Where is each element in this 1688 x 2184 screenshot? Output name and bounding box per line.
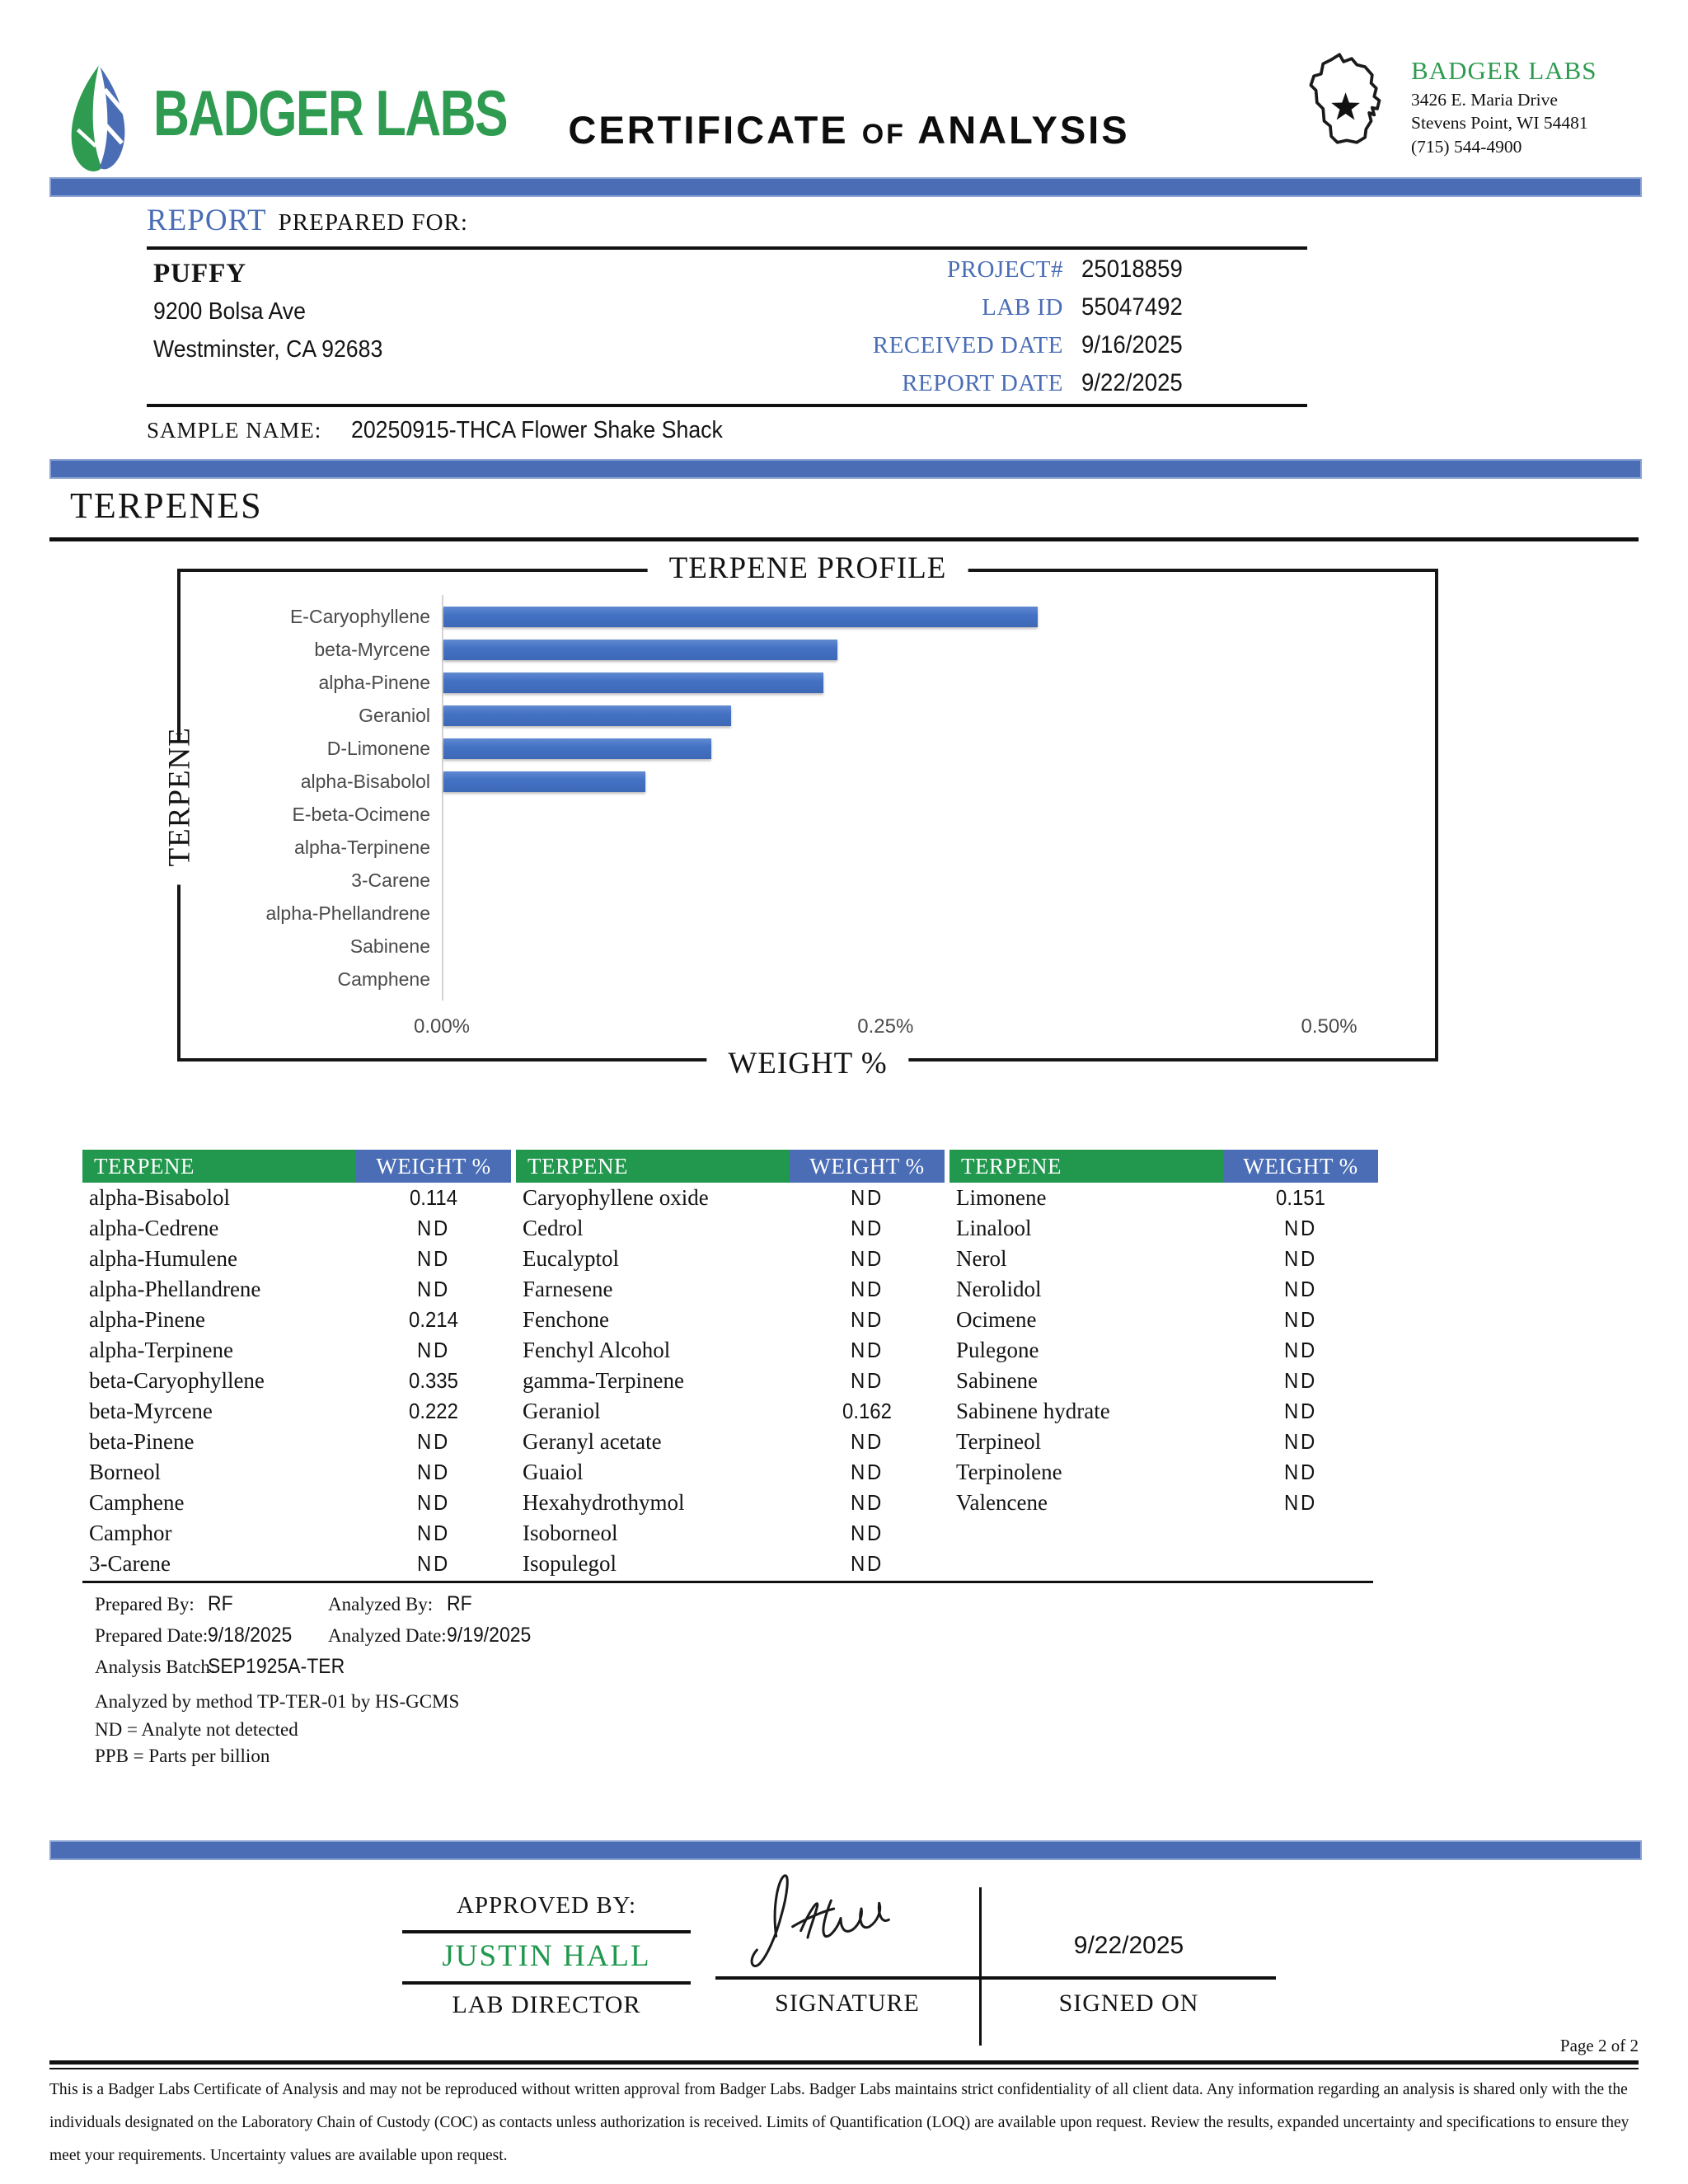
terpenes-section-rule xyxy=(49,537,1639,541)
table-header-weight: WEIGHT % xyxy=(790,1150,945,1183)
chart-bar xyxy=(443,738,711,759)
terpene-name-cell: Caryophyllene oxide xyxy=(523,1185,709,1210)
chart-x-axis-ticks xyxy=(413,1015,1427,1040)
terpene-value-cell: ND xyxy=(850,1460,884,1484)
client-address-line1: 9200 Bolsa Ave xyxy=(153,298,306,325)
terpenes-section-title: TERPENES xyxy=(70,485,263,526)
terpene-value-cell: ND xyxy=(1283,1216,1318,1240)
signature-rule xyxy=(715,1976,1276,1980)
chart-bar-track xyxy=(442,936,1427,957)
terpene-value-cell xyxy=(1230,1549,1372,1579)
chart-row xyxy=(187,633,1427,666)
prepared-date-value: 9/18/2025 xyxy=(208,1624,293,1647)
signature-label: SIGNATURE xyxy=(775,1990,920,2017)
terpene-value-cell: ND xyxy=(416,1551,451,1576)
chart-y-axis-label: TERPENE xyxy=(162,742,198,885)
terpene-value-cell: ND xyxy=(850,1368,884,1393)
approved-by-rule xyxy=(402,1930,691,1933)
chart-bar xyxy=(443,705,731,726)
chart-row xyxy=(187,600,1427,633)
chart-bar-track xyxy=(442,607,1427,627)
chart-row xyxy=(187,831,1427,864)
x-axis-tick-label: 0.00% xyxy=(413,1015,471,1038)
lab-id-label: LAB ID xyxy=(982,293,1063,321)
prepared-date-label: Prepared Date: xyxy=(95,1625,209,1646)
chart-row xyxy=(187,864,1427,897)
analyzed-by-value: RF xyxy=(447,1592,472,1615)
blue-divider-bottom xyxy=(49,1840,1642,1860)
report-heading-word: REPORT xyxy=(147,204,267,237)
terpene-name-cell: Cedrol xyxy=(523,1216,584,1240)
chart-row xyxy=(187,798,1427,831)
terpene-value-cell: ND xyxy=(850,1521,884,1545)
terpene-name-cell: alpha-Pinene xyxy=(89,1307,205,1332)
chart-bar-track xyxy=(442,738,1427,759)
meta-row-lab-id xyxy=(808,288,1319,326)
chart-bar xyxy=(443,607,1038,627)
signature-date-divider xyxy=(979,1887,982,2046)
terpene-name-cell: beta-Caryophyllene xyxy=(89,1368,265,1393)
table-column-group xyxy=(950,1150,1378,1579)
approver-title: LAB DIRECTOR xyxy=(452,1991,641,2018)
terpene-name-cell: alpha-Cedrene xyxy=(89,1216,219,1240)
table-column-group xyxy=(82,1150,511,1579)
approved-by-label: APPROVED BY: xyxy=(456,1892,637,1919)
terpene-name-cell: Isopulegol xyxy=(523,1551,617,1576)
analyzed-by-label: Analyzed By: xyxy=(328,1594,434,1615)
terpene-name-cell: Terpinolene xyxy=(956,1460,1062,1484)
terpene-value-cell xyxy=(1230,1518,1372,1549)
project-number-label: PROJECT# xyxy=(947,255,1063,283)
analysis-batch-label: Analysis Batch: xyxy=(95,1657,216,1677)
sample-name-row xyxy=(147,417,755,444)
meta-row-project xyxy=(808,251,1319,288)
terpene-value-cell: ND xyxy=(850,1185,884,1210)
disclaimer-text: This is a Badger Labs Certificate of Analysis and may not be reproduced without written approval from Badger Labs. Badger Labs maintains strict confidentiality of all client data. Any information regarding an analysis is shared only with the the individuals designated on the Laboratory Chain of Custody (COC) as contacts unless authorization is received. Limits of Quantification (LOQ) are available upon request. Review the results, expanded uncertainty and specifications to ensure they meet your requirements. Uncertainty values are available upon request. xyxy=(49,2081,1629,2164)
terpene-name-cell: Valencene xyxy=(956,1490,1048,1515)
table-column-group xyxy=(516,1150,945,1579)
table-bottom-rule xyxy=(82,1581,1373,1583)
terpene-name-cell: Geraniol xyxy=(523,1399,601,1423)
client-name: PUFFY xyxy=(153,259,247,288)
lab-address-line1: 3426 E. Maria Drive xyxy=(1411,89,1558,110)
chart-category-label: Camphene xyxy=(337,968,430,990)
title-word-of: OF xyxy=(861,119,906,150)
nd-definition-note: ND = Analyte not detected xyxy=(95,1719,298,1740)
terpene-name-cell: Fenchone xyxy=(523,1307,609,1332)
chart-plot-area xyxy=(187,600,1427,996)
lab-phone: (715) 544-4900 xyxy=(1411,136,1522,157)
lab-id-value: 55047492 xyxy=(1081,293,1183,321)
terpene-value-cell: ND xyxy=(850,1490,884,1515)
title-word-certificate: CERTIFICATE xyxy=(568,108,849,152)
page-number: Page 2 of 2 xyxy=(1559,2036,1639,2055)
terpene-value-cell: ND xyxy=(416,1429,451,1454)
chart-category-label: Sabinene xyxy=(349,935,430,957)
terpene-value-cell: 0.335 xyxy=(409,1368,458,1393)
terpene-name-cell: Eucalyptol xyxy=(523,1246,619,1271)
terpene-name-cell: Ocimene xyxy=(956,1307,1037,1332)
terpene-value-cell: ND xyxy=(1283,1460,1318,1484)
terpene-value-cell: ND xyxy=(850,1338,884,1362)
terpene-name-cell: Nerolidol xyxy=(956,1277,1042,1301)
chart-row xyxy=(187,963,1427,996)
terpene-value-cell: ND xyxy=(850,1429,884,1454)
terpene-value-cell: ND xyxy=(416,1216,451,1240)
approver-name-rule xyxy=(402,1981,691,1985)
chart-bar-track xyxy=(442,870,1427,891)
terpene-name-cell: Nerol xyxy=(956,1246,1007,1271)
terpene-name-cell: Borneol xyxy=(89,1460,161,1484)
chart-x-axis-label: WEIGHT % xyxy=(706,1046,908,1081)
terpene-name-cell: 3-Carene xyxy=(89,1551,171,1576)
x-axis-tick-label: 0.50% xyxy=(1301,1015,1357,1038)
terpene-name-cell: Pulegone xyxy=(956,1338,1039,1362)
report-prepared-for-heading xyxy=(147,203,468,238)
lab-name: BADGER LABS xyxy=(1411,56,1597,85)
terpene-name-cell: Limonene xyxy=(956,1185,1047,1210)
terpene-results-table xyxy=(82,1150,1378,1579)
client-block-rule xyxy=(147,404,1307,407)
blue-divider-top xyxy=(49,177,1642,197)
terpene-name-cell: Geranyl acetate xyxy=(523,1429,662,1454)
terpene-value-cell: 0.214 xyxy=(409,1307,458,1332)
report-meta-block xyxy=(808,251,1319,402)
blue-divider-middle xyxy=(49,459,1642,479)
terpene-value-cell: ND xyxy=(416,1338,451,1362)
terpene-value-cell: ND xyxy=(1283,1490,1318,1515)
terpene-value-cell: ND xyxy=(850,1216,884,1240)
terpene-value-cell: 0.222 xyxy=(409,1399,458,1423)
project-number-value: 25018859 xyxy=(1081,255,1183,283)
terpene-name-cell: Hexahydrothymol xyxy=(523,1490,685,1515)
prepared-by-value: RF xyxy=(208,1592,233,1615)
chart-bar-track xyxy=(442,640,1427,660)
terpene-value-cell: ND xyxy=(416,1277,451,1301)
ppb-definition-note: PPB = Parts per billion xyxy=(95,1746,270,1766)
terpene-value-cell: ND xyxy=(416,1460,451,1484)
chart-category-label: 3-Carene xyxy=(351,869,430,891)
terpene-value-cell: ND xyxy=(1283,1277,1318,1301)
chart-row xyxy=(187,930,1427,963)
terpene-value-cell: ND xyxy=(850,1307,884,1332)
chart-row xyxy=(187,666,1427,699)
table-header-weight: WEIGHT % xyxy=(1223,1150,1378,1183)
table-header-terpene: TERPENE xyxy=(950,1150,1223,1183)
chart-bar-track xyxy=(442,804,1427,825)
chart-bar xyxy=(443,673,823,693)
table-header-terpene: TERPENE xyxy=(82,1150,356,1183)
terpene-name-cell: gamma-Terpinene xyxy=(523,1368,685,1393)
terpene-value-cell: ND xyxy=(416,1490,451,1515)
footer-double-rule xyxy=(49,2060,1639,2069)
certificate-of-analysis-title xyxy=(495,107,1203,152)
chart-bar xyxy=(443,771,645,792)
sample-name-value: 20250915-THCA Flower Shake Shack xyxy=(351,417,724,443)
chart-bar-track xyxy=(442,673,1427,693)
terpene-name-cell: alpha-Phellandrene xyxy=(89,1277,261,1301)
terpene-value-cell: ND xyxy=(850,1277,884,1301)
chart-category-label: Geraniol xyxy=(359,704,430,726)
meta-row-report-date xyxy=(808,364,1319,402)
x-axis-tick-label: 0.25% xyxy=(857,1015,914,1038)
chart-bar xyxy=(443,640,837,660)
chart-category-label: E-beta-Ocimene xyxy=(292,803,430,825)
terpene-value-cell: ND xyxy=(1283,1307,1318,1332)
report-date-value: 9/22/2025 xyxy=(1081,369,1183,396)
meta-row-received-date xyxy=(808,326,1319,364)
terpene-name-cell xyxy=(950,1549,1223,1579)
table-header-weight: WEIGHT % xyxy=(356,1150,511,1183)
terpene-value-cell: ND xyxy=(850,1246,884,1271)
terpene-name-cell: Camphene xyxy=(89,1490,185,1515)
terpene-name-cell: Terpineol xyxy=(956,1429,1042,1454)
terpene-value-cell: ND xyxy=(1283,1399,1318,1423)
report-heading-rule xyxy=(147,246,1307,250)
chart-category-label: alpha-Phellandrene xyxy=(265,902,430,924)
terpene-name-cell: alpha-Humulene xyxy=(89,1246,237,1271)
chart-category-label: E-Caryophyllene xyxy=(289,605,430,627)
approver-name: JUSTIN HALL xyxy=(442,1939,651,1973)
terpene-value-cell: ND xyxy=(850,1551,884,1576)
signed-on-date: 9/22/2025 xyxy=(1073,1932,1184,1959)
method-note: Analyzed by method TP-TER-01 by HS-GCMS xyxy=(95,1691,460,1712)
terpene-name-cell: alpha-Bisabolol xyxy=(89,1185,230,1210)
terpene-name-cell: Linalool xyxy=(956,1216,1032,1240)
terpene-name-cell xyxy=(950,1518,1223,1549)
chart-category-label: beta-Myrcene xyxy=(314,638,430,660)
received-date-label: RECEIVED DATE xyxy=(872,331,1063,359)
analyzed-date-value: 9/19/2025 xyxy=(447,1624,532,1647)
chart-category-label: alpha-Bisabolol xyxy=(300,770,430,792)
signed-on-label: SIGNED ON xyxy=(1058,1990,1199,2017)
terpene-value-cell: ND xyxy=(416,1246,451,1271)
chart-row xyxy=(187,765,1427,798)
terpene-name-cell: Sabinene xyxy=(956,1368,1038,1393)
chart-bar-track xyxy=(442,837,1427,858)
lab-address-line2: Stevens Point, WI 54481 xyxy=(1411,113,1588,134)
terpene-value-cell: ND xyxy=(1283,1246,1318,1271)
terpene-name-cell: beta-Pinene xyxy=(89,1429,195,1454)
analysis-batch-value: SEP1925A-TER xyxy=(208,1655,345,1678)
terpene-name-cell: beta-Myrcene xyxy=(89,1399,213,1423)
wisconsin-state-map-icon xyxy=(1301,49,1403,152)
terpene-value-cell: 0.162 xyxy=(842,1399,892,1423)
title-word-analysis: ANALYSIS xyxy=(917,108,1130,152)
terpene-name-cell: Fenchyl Alcohol xyxy=(523,1338,671,1362)
terpene-name-cell: Farnesene xyxy=(523,1277,613,1301)
prepared-by-label: Prepared By: xyxy=(95,1594,195,1615)
terpene-value-cell: ND xyxy=(1283,1368,1318,1393)
lab-address-block xyxy=(1411,54,1597,158)
terpene-value-cell: 0.151 xyxy=(1276,1185,1325,1210)
terpene-value-cell: ND xyxy=(416,1521,451,1545)
chart-category-label: D-Limonene xyxy=(326,737,430,759)
chart-bar-track xyxy=(442,903,1427,924)
chart-bar-track xyxy=(442,771,1427,792)
chart-bar-track xyxy=(442,969,1427,990)
chart-category-label: alpha-Pinene xyxy=(318,671,430,693)
chart-title: TERPENE PROFILE xyxy=(648,551,968,586)
table-header-terpene: TERPENE xyxy=(516,1150,790,1183)
terpene-value-cell: ND xyxy=(1283,1429,1318,1454)
chart-row xyxy=(187,732,1427,765)
chart-row xyxy=(187,897,1427,930)
terpene-value-cell: ND xyxy=(1283,1338,1318,1362)
signature-handwriting xyxy=(746,1859,952,1975)
chart-bar-track xyxy=(442,705,1427,726)
terpene-name-cell: alpha-Terpinene xyxy=(89,1338,234,1362)
chart-row xyxy=(187,699,1427,732)
terpene-name-cell: Camphor xyxy=(89,1521,172,1545)
report-date-label: REPORT DATE xyxy=(902,369,1063,396)
badger-labs-leaf-logo-icon xyxy=(48,61,147,173)
sample-name-label: SAMPLE NAME: xyxy=(147,418,322,443)
terpene-value-cell: 0.114 xyxy=(409,1185,458,1210)
chart-category-label: alpha-Terpinene xyxy=(294,836,430,858)
terpene-name-cell: Isoborneol xyxy=(523,1521,618,1545)
analyzed-date-label: Analyzed Date: xyxy=(328,1625,447,1646)
prepared-for-heading-word: PREPARED FOR: xyxy=(278,209,468,236)
terpene-name-cell: Guaiol xyxy=(523,1460,584,1484)
client-address-line2: Westminster, CA 92683 xyxy=(153,336,383,363)
received-date-value: 9/16/2025 xyxy=(1081,331,1183,359)
terpene-profile-chart xyxy=(162,551,1438,1080)
terpene-name-cell: Sabinene hydrate xyxy=(956,1399,1110,1423)
badger-labs-logo-text: BADGER LABS xyxy=(153,77,508,149)
